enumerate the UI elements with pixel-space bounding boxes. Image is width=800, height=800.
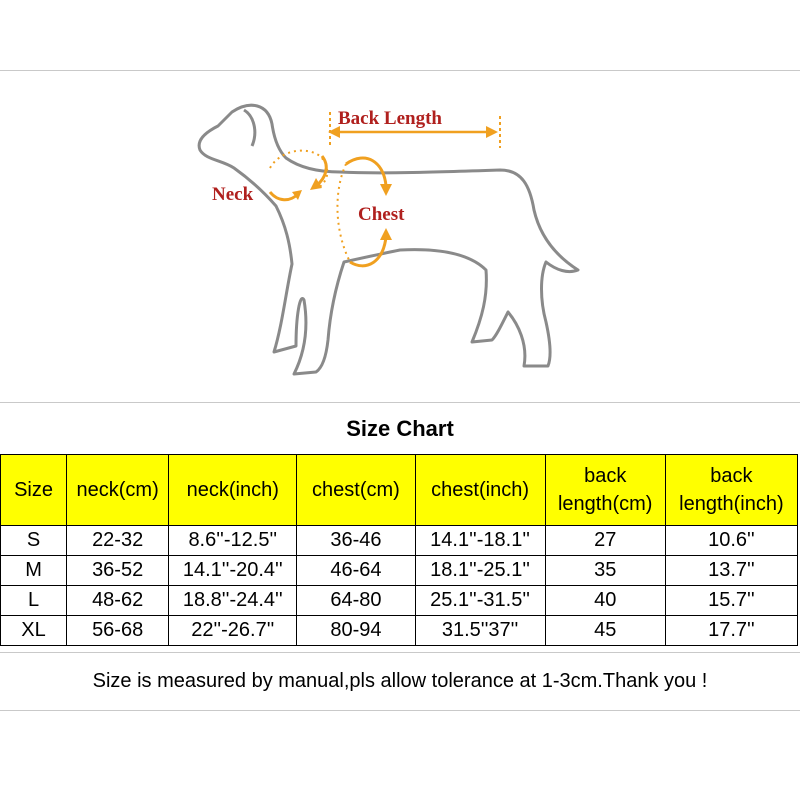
table-cell: 18.8''-24.4'' — [169, 586, 297, 616]
table-cell: 80-94 — [297, 616, 415, 646]
table-row — [1, 526, 798, 556]
table-cell: 45 — [545, 616, 665, 646]
table-cell: 35 — [545, 556, 665, 586]
table-cell: 14.1''-18.1'' — [415, 526, 545, 556]
back-length-label: Back Length — [338, 108, 442, 129]
chest-arrowhead-lower — [380, 228, 392, 240]
col-header-neck-cm: neck(cm) — [67, 455, 169, 526]
table-cell: 31.5''37'' — [415, 616, 545, 646]
table-row — [1, 556, 798, 586]
neck-label: Neck — [212, 184, 254, 205]
table-row — [1, 616, 798, 646]
col-header-chest-inch: chest(inch) — [415, 455, 545, 526]
table-cell: M — [1, 556, 67, 586]
table-row — [1, 586, 798, 616]
table-cell: 10.6'' — [665, 526, 797, 556]
table-cell: L — [1, 586, 67, 616]
table-cell: 56-68 — [67, 616, 169, 646]
table-cell: 46-64 — [297, 556, 415, 586]
tolerance-note: Size is measured by manual,pls allow tolerance at 1-3cm.Thank you ! — [92, 670, 708, 692]
bottom-rule — [0, 710, 800, 711]
col-header-back-length-cm: back length(cm) — [545, 455, 665, 526]
col-header-back-length-inch: back length(inch) — [665, 455, 797, 526]
table-cell: 14.1''-20.4'' — [169, 556, 297, 586]
chest-arrowhead-upper — [380, 184, 392, 196]
col-header-chest-cm: chest(cm) — [297, 455, 415, 526]
size-table — [0, 454, 798, 646]
table-cell: S — [1, 526, 67, 556]
dog-ear — [244, 110, 255, 146]
table-cell: 64-80 — [297, 586, 415, 616]
chest-dotted-loop — [337, 164, 350, 262]
table-cell: 22''-26.7'' — [169, 616, 297, 646]
table-cell: 36-52 — [67, 556, 169, 586]
table-cell: 8.6''-12.5'' — [169, 526, 297, 556]
table-cell: 17.7'' — [665, 616, 797, 646]
note-top-rule — [0, 652, 800, 653]
table-cell: 25.1''-31.5'' — [415, 586, 545, 616]
col-header-neck-inch: neck(inch) — [169, 455, 297, 526]
table-header-row — [1, 455, 798, 526]
table-cell: 36-46 — [297, 526, 415, 556]
table-cell: XL — [1, 616, 67, 646]
table-cell: 18.1''-25.1'' — [415, 556, 545, 586]
mid-rule — [0, 402, 800, 403]
chest-arrow-lower — [350, 236, 386, 266]
back-length-arrowhead-right — [486, 126, 498, 138]
table-cell: 48-62 — [67, 586, 169, 616]
chest-label: Chest — [358, 204, 405, 225]
table-cell: 27 — [545, 526, 665, 556]
col-header-size: Size — [1, 455, 67, 526]
size-chart-title: Size Chart — [346, 416, 454, 441]
table-cell: 40 — [545, 586, 665, 616]
table-cell: 15.7'' — [665, 586, 797, 616]
table-cell: 22-32 — [67, 526, 169, 556]
table-cell: 13.7'' — [665, 556, 797, 586]
